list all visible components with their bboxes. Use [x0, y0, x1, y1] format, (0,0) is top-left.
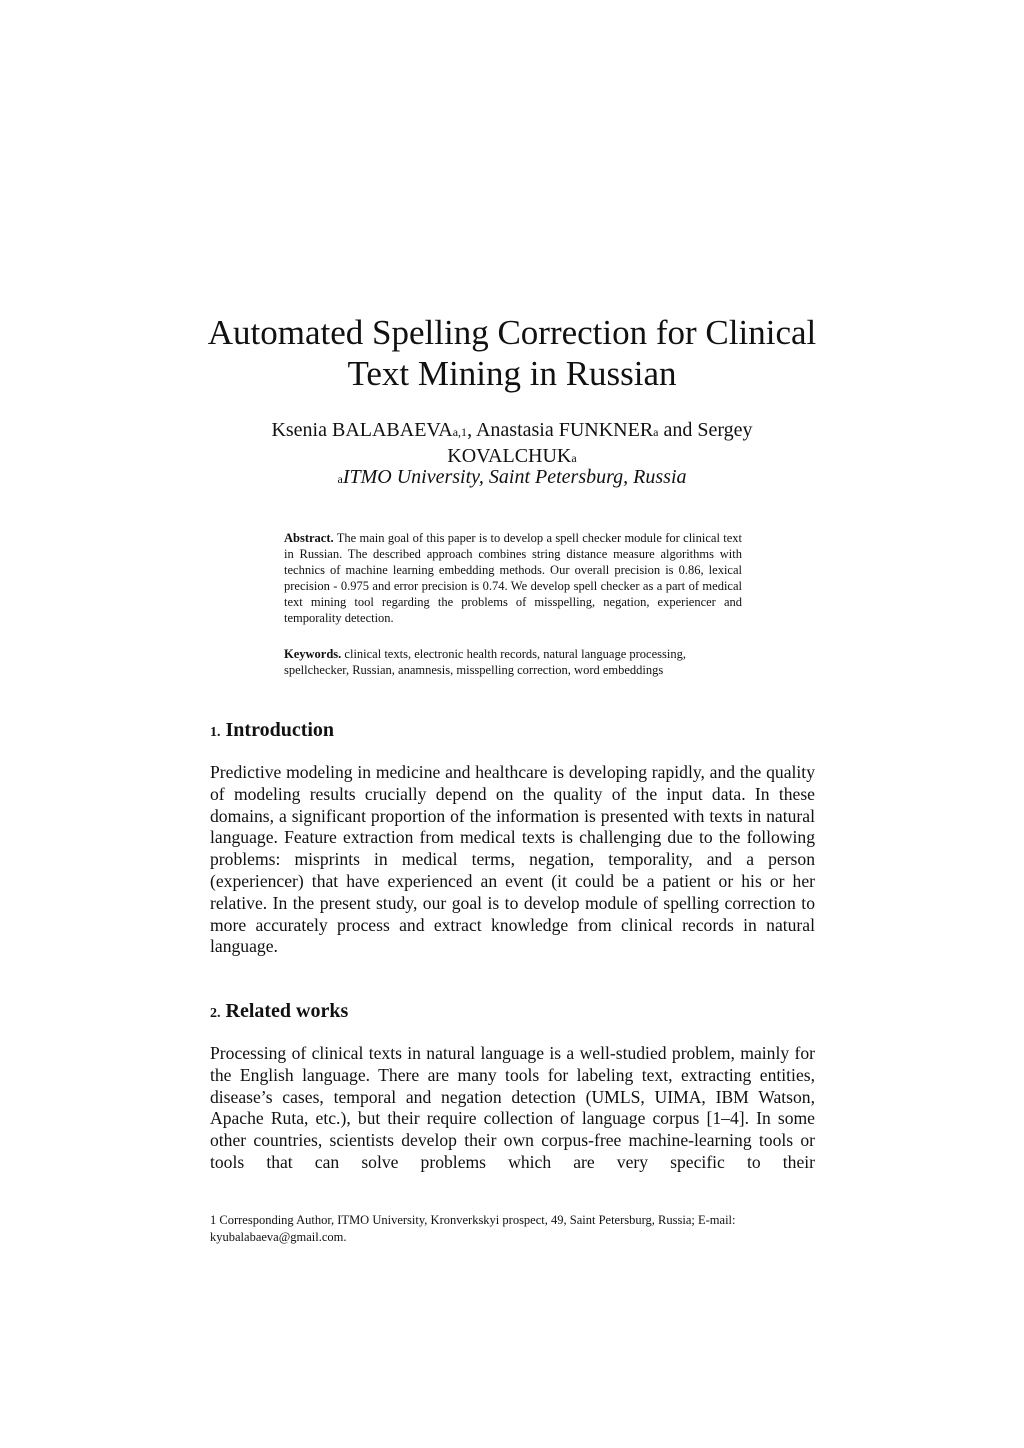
keywords-label: Keywords. [284, 647, 342, 661]
section-number: 1. [210, 725, 221, 740]
keywords-text: clinical texts, electronic health records, natural language processing, spellchecker, Russian, anamnesis, misspelling correction, word embeddings [284, 647, 686, 677]
author-name: , Anastasia FUNKNER [467, 419, 654, 441]
footnote [210, 1212, 810, 1246]
author-list [150, 418, 874, 470]
title-line-1: Automated Spelling Correction for Clinical [207, 313, 817, 352]
affiliation-text: ITMO University, Saint Petersburg, Russia [342, 466, 687, 488]
section-title: Introduction [225, 719, 335, 741]
author-line-1 [150, 418, 874, 444]
section-paragraph-introduction: Predictive modeling in medicine and healthcare is developing rapidly, and the quality of modeling results crucially depend on the quality of the input data. In these domains, a significant proportion of the information is presented with texts in natural language. Feature extraction from medical texts is challenging due to the following problems: misprints in medical terms, negation, temporality, and a person (experiencer) that have experienced an event (it could be a patient or his or her relative. In the present study, our goal is to develop module of spelling correction to more accurately process and extract knowledge from clinical records in natural language. [210, 762, 815, 957]
author-affil-mark: a,1 [452, 425, 468, 439]
section-title: Related works [225, 1000, 349, 1022]
author-name: KOVALCHUK [447, 445, 572, 467]
section-heading-introduction [210, 718, 334, 745]
author-affil-mark: a [571, 451, 577, 465]
abstract-text: The main goal of this paper is to develop a spell checker module for clinical text in Russian. The described approach combines string distance measure algorithms with technics of machine learning embedding methods. Our overall precision is 0.86, lexical precision - 0.975 and error precision is 0.74. We develop spell checker as a part of medical text mining tool regarding the problems of misspelling, negation, experiencer and temporality detection. [284, 531, 743, 625]
footnote-mark: 1 [210, 1213, 217, 1227]
author-separator: and Sergey [658, 419, 753, 441]
section-paragraph-related-works: Processing of clinical texts in natural language is a well-studied problem, mainly for the English language. There are many tools for labeling text, extracting entities, disease’s cases, temporal and negation detection (UMLS, UIMA, IBM Watson, Apache Ruta, etc.), but their require collection of language corpus [1–4]. In some other countries, scientists develop their own corpus-free machine-learning tools or tools that can solve problems which are very specific to their [210, 1043, 815, 1172]
section-heading-related-works [210, 999, 348, 1026]
section-number: 2. [210, 1006, 221, 1021]
affiliation [150, 465, 874, 491]
footnote-text: Corresponding Author, ITMO University, Kronverkskyi prospect, 49, Saint Petersburg, Russia; E-mail: kyubalabaeva@gmail.com. [210, 1213, 736, 1244]
affiliation-mark: a [337, 472, 343, 486]
author-affil-mark: a [653, 425, 659, 439]
paper-title [150, 312, 874, 394]
keywords [284, 646, 742, 678]
title-line-2: Text Mining in Russian [347, 354, 677, 393]
abstract [284, 530, 742, 626]
abstract-label: Abstract. [284, 531, 334, 545]
author-name: Ksenia BALABAEVA [271, 419, 453, 441]
